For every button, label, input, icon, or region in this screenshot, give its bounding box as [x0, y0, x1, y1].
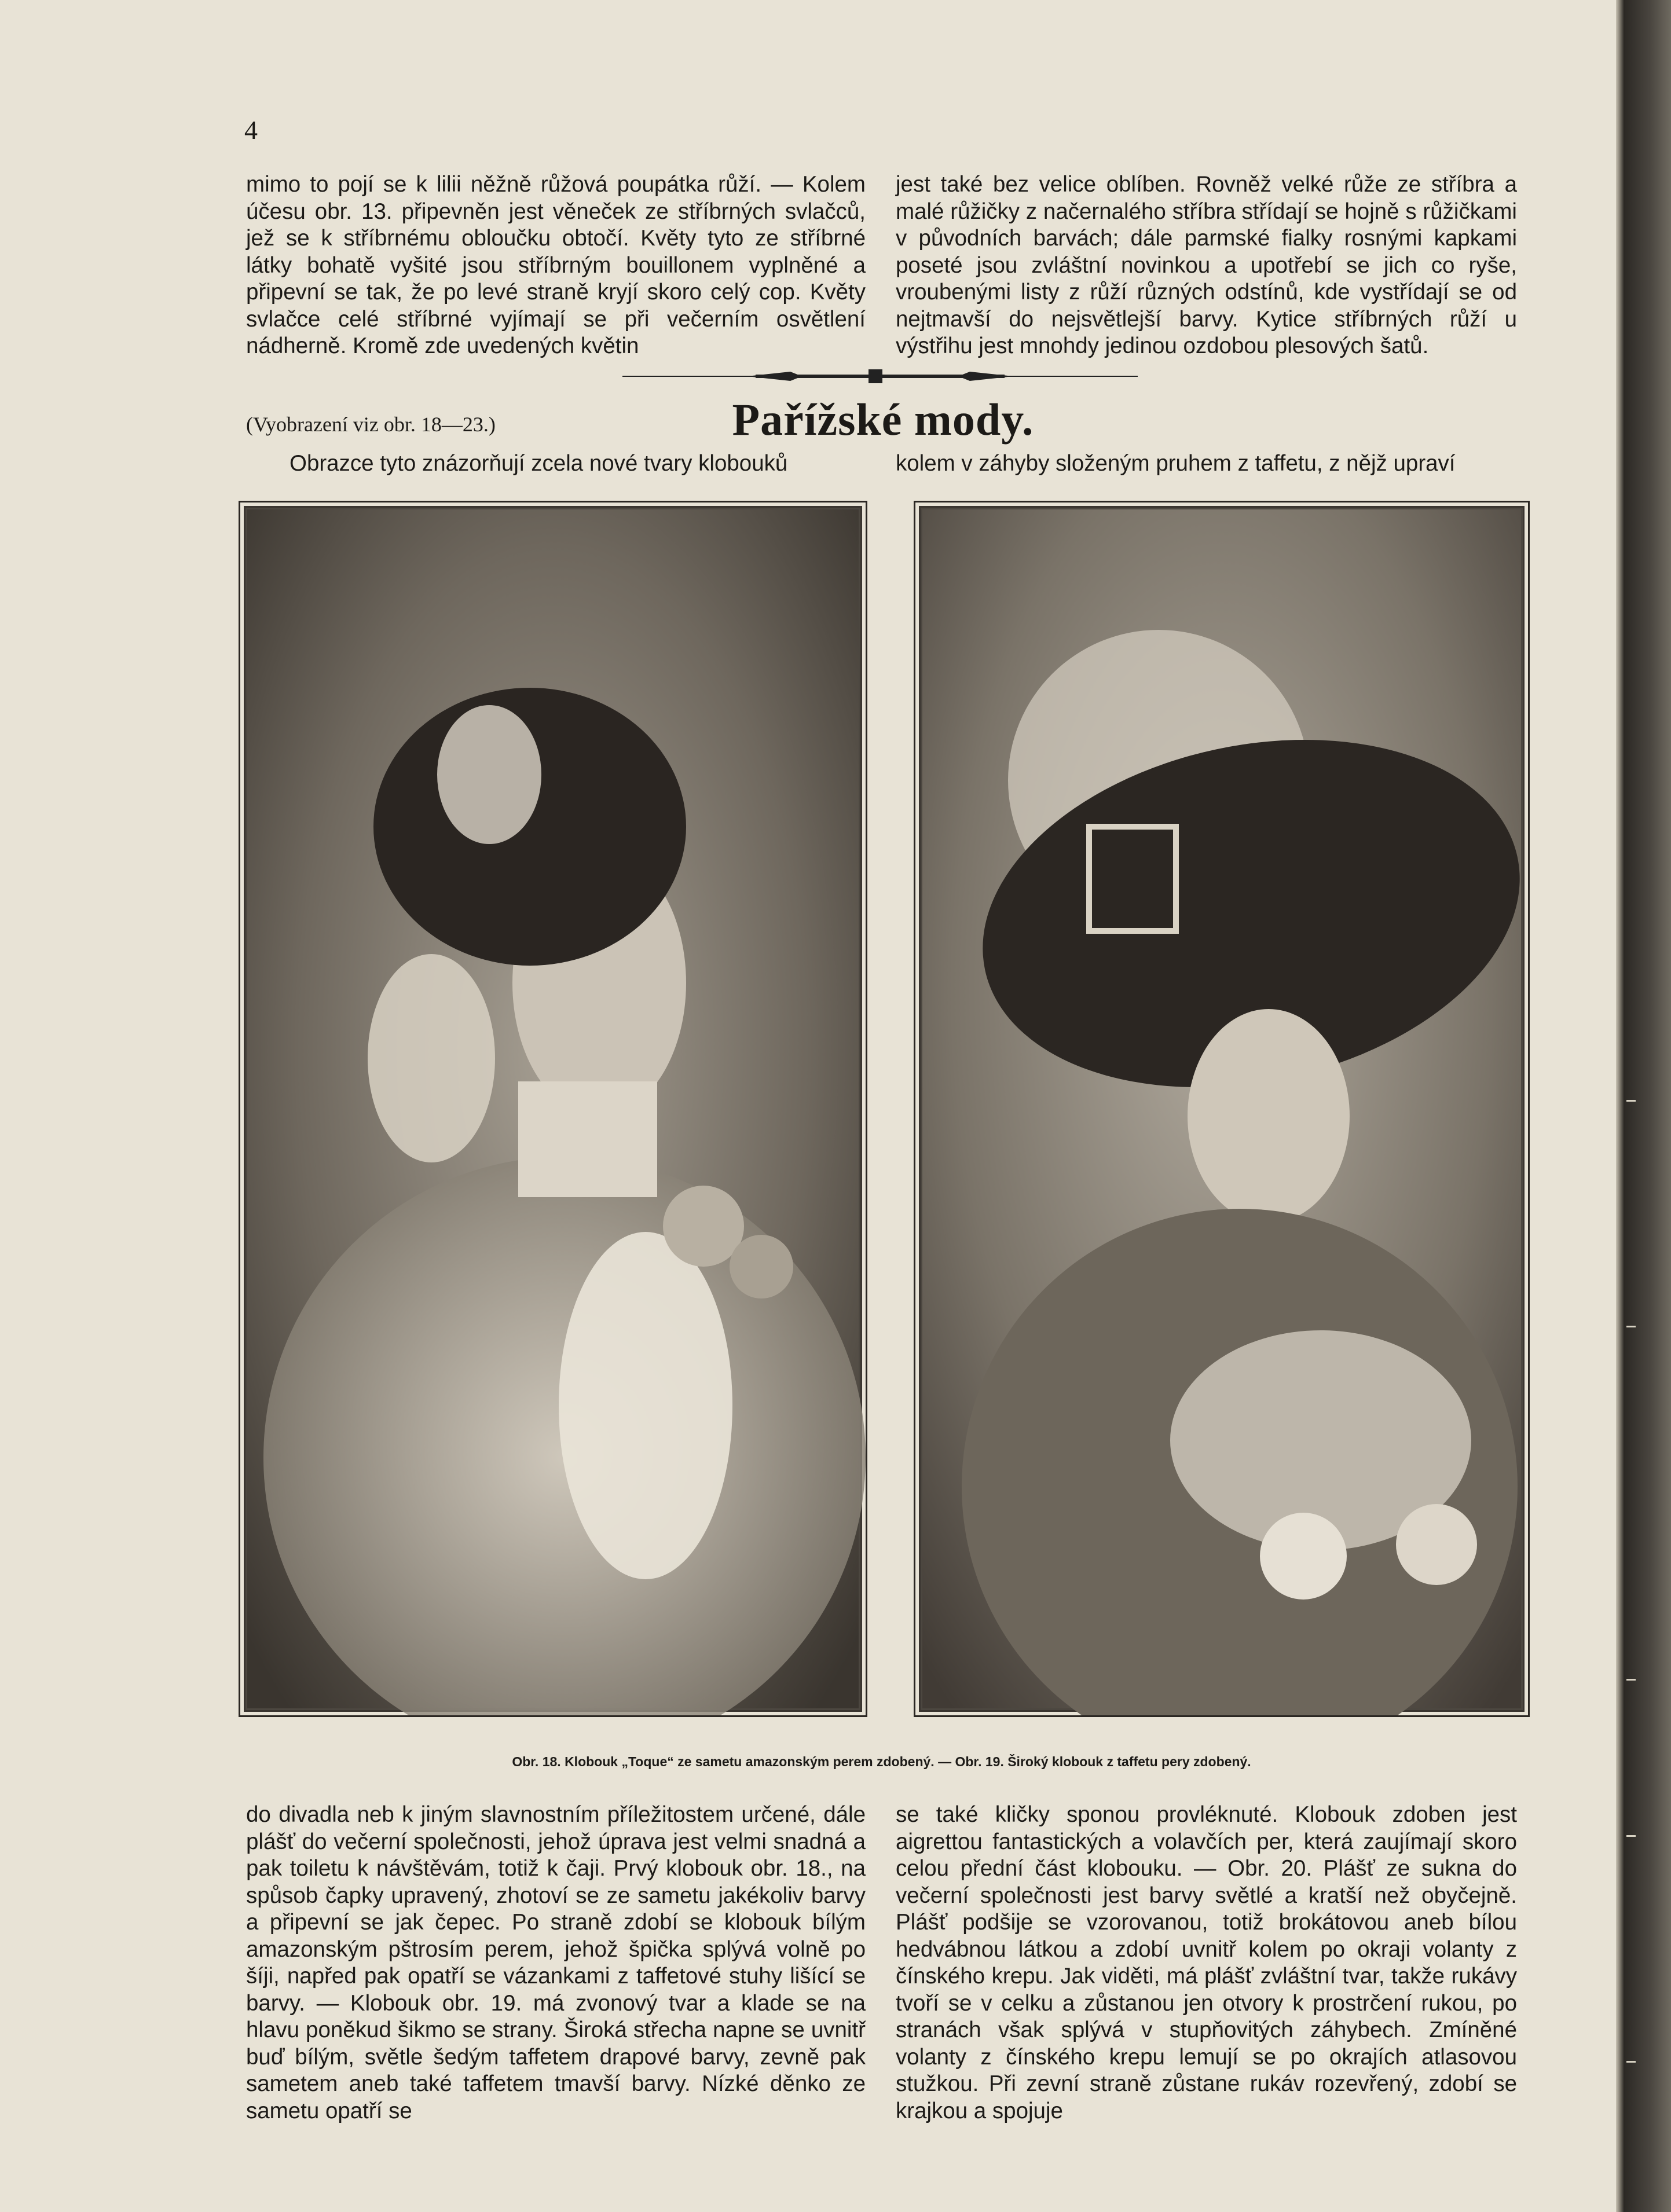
bottom-left-text: do divadla neb k jiným slavnostním příležitostem určené, dále plášť do večerní společnosti, jehož úprava jest velmi snadná a pak toiletu k návštěvám, totiž k čaji. Prvý klobouk obr. 18., na spůsob čapky upravený, zhotoví se ze sametu jakékoliv barvy a připevní se jak čepec. Po straně zdobí se klobouk bílým amazonským pštrosím perem, jehož špička splývá volně po šíji, napřed pak opatří se vázankami z taffetové stuhy lišící se barvy. — Klobouk obr. 19. má zvonový tvar a klade se na hlavu poněkud šikmo se strany. Široká střecha napne se uvnitř buď bílým, světle šedým taffetem drapové barvy, zevně pak sametem aneb také taffetem tmavší barvy. Nízké děnko ze sametu opatří se: [246, 1802, 866, 2123]
portrait-right-image: [915, 502, 1528, 1715]
edge-mark: [1626, 1100, 1636, 1102]
bottom-right-text: se také kličky sponou provléknuté. Klobouk zdoben jest aigrettou fantastických a volavčích per, která zaujímají skoro celou přední část klobouku. — Obr. 20. Plášť ze sukna do večerní společnosti jest barvy světlé a kratší než obyčejně. Plášť podšije se vzorovanou, totiž brokátovou aneb bílou hedvábnou látkou a zdobí uvnitř kolem po okraji volanty z čínského krepu. Jak viděti, má plášť zvláštní tvar, takže rukávy tvoří se v celku a zůstanou jen otvory k prostrčení rukou, po stranách však splývá v stupňovitých záhybech. Zmíněné volanty z čínského krepu lemují se po okrajích atlasovou stužkou. Při zevní straně zůstane rukáv rozevřený, zdobí se krajkou a spojuje: [896, 1802, 1517, 2123]
top-left-text: mimo to pojí se k lilii něžně růžová poupátka růží. — Kolem účesu obr. 13. připevněn jest věneček ze stříbrných svlačců, jež se k stříbrnému obloučku obtočí. Květy tyto ze stříbrné látky bohatě vyšité jsou stříbrným bouillonem vyplněné a připevní se tak, že po levé straně kryjí skoro celý cop. Květy svlačce celé stříbrné vyjímají se při večerním osvětlení nádherně. Kromě zde uvedených květin: [246, 172, 866, 358]
bottom-right-column: [896, 1802, 1517, 2125]
edge-mark: [1626, 1679, 1636, 1681]
top-right-text: jest také bez velice oblíben. Rovněž velké růže ze stříbra a malé růžičky z načernalého stříbra střídají se hojně s růžičkami v původních barvách; dále parmské fialky rosnými kapkami poseté jsou zvláštní novinkou a upotřebí se jich co ryše, vroubenými listy z růží různých odstínů, kde vystřídají se od nejtmavší do nejsvětlejší barvy. Kytice stříbrných růží u výstřihu jest mnohdy jedinou ozdobou plesových šatů.: [896, 172, 1517, 358]
top-left-column: [246, 171, 866, 360]
portrait-left-image: [240, 502, 866, 1715]
divider-ornament: [622, 367, 1138, 386]
edge-mark: [1626, 2061, 1636, 2063]
figure-caption: Obr. 18. Klobouk „Toque“ ze sametu amazonským perem zdobený. — Obr. 19. Široký klobouk z taffetu pery zdobený.: [512, 1754, 1251, 1769]
edge-mark: [1626, 1835, 1636, 1837]
intro-right: [896, 450, 1517, 478]
top-right-column: [896, 171, 1517, 360]
article-title: Pařížské mody.: [732, 394, 1034, 445]
page-number: 4: [244, 115, 258, 145]
photo-toque-hat: [239, 501, 867, 1717]
intro-right-text: kolem v záhyby složeným pruhem z taffetu, z nějž upraví: [896, 451, 1456, 476]
intro-left: [290, 450, 866, 478]
intro-left-text: Obrazce tyto znázorňují zcela nové tvary klobouků: [290, 451, 788, 476]
figure-reference: (Vyobrazení viz obr. 18—23.): [246, 413, 496, 436]
photo-wide-hat: [914, 501, 1530, 1717]
edge-mark: [1626, 1326, 1636, 1327]
binding-edge: [1616, 0, 1671, 2212]
bottom-left-column: [246, 1802, 866, 2125]
